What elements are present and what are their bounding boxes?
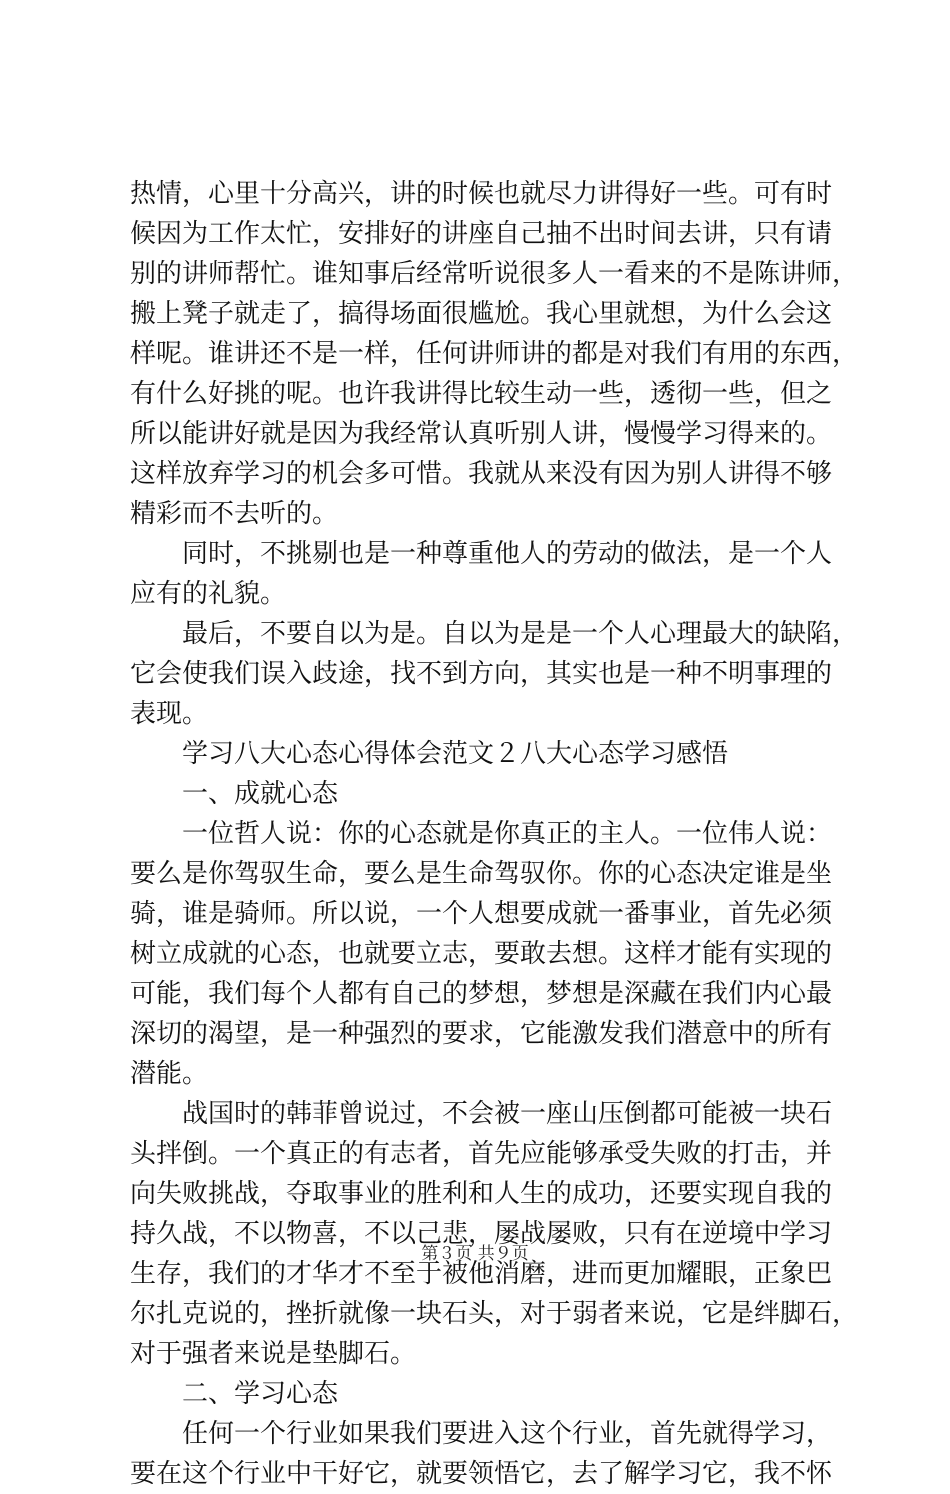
text-line: 骑，谁是骑师。所以说，一个人想要成就一番事业，首先必须 — [130, 899, 833, 929]
text-line: 树立成就的心态，也就要立志，要敢去想。这样才能有实现的 — [130, 939, 833, 969]
text-line: 对于强者来说是垫脚石。 — [130, 1339, 417, 1369]
text-line: 尔扎克说的，挫折就像一块石头，对于弱者来说，它是绊脚石， — [130, 1299, 859, 1329]
text-line: 它会使我们误入歧途，找不到方向，其实也是一种不明事理的 — [130, 659, 833, 689]
text-line: 搬上凳子就走了，搞得场面很尴尬。我心里就想，为什么会这 — [130, 299, 833, 329]
text-line: 有什么好挑的呢。也许我讲得比较生动一些，透彻一些，但之 — [130, 379, 833, 409]
section-heading: 学习八大心态心得体会范文２八大心态学习感悟 — [182, 739, 729, 769]
text-line: 最后，不要自以为是。自以为是是一个人心理最大的缺陷， — [182, 619, 859, 649]
text-line: 任何一个行业如果我们要进入这个行业，首先就得学习， — [182, 1419, 833, 1449]
text-line: 头拌倒。一个真正的有志者，首先应能够承受失败的打击，并 — [130, 1139, 833, 1169]
text-line: 战国时的韩菲曾说过，不会被一座山压倒都可能被一块石 — [182, 1099, 833, 1129]
text-line: 精彩而不去听的。 — [130, 499, 339, 529]
text-line: 一位哲人说：你的心态就是你真正的主人。一位伟人说： — [182, 819, 833, 849]
text-line: 应有的礼貌。 — [130, 579, 287, 609]
text-line: 所以能讲好就是因为我经常认真听别人讲，慢慢学习得来的。 — [130, 419, 833, 449]
text-line: 向失败挑战，夺取事业的胜利和人生的成功，还要实现自我的 — [130, 1179, 833, 1209]
text-line: 深切的渴望，是一种强烈的要求，它能激发我们潜意中的所有 — [130, 1019, 833, 1049]
text-line: 生存，我们的才华才不至于被他消磨，进而更加耀眼，正象巴 — [130, 1259, 833, 1289]
text-line: 要在这个行业中干好它，就要领悟它，去了解学习它，我不怀 — [130, 1459, 833, 1489]
document-body — [130, 174, 859, 1494]
text-line: 候因为工作太忙，安排好的讲座自己抽不出时间去讲，只有请 — [130, 219, 833, 249]
text-line: 可能，我们每个人都有自己的梦想，梦想是深藏在我们内心最 — [130, 979, 833, 1009]
text-line: 别的讲师帮忙。谁知事后经常听说很多人一看来的不是陈讲师， — [130, 259, 859, 289]
page-footer: 第３页 共９页 — [421, 1244, 529, 1264]
text-line: 要么是你驾驭生命，要么是生命驾驭你。你的心态决定谁是坐 — [130, 859, 833, 889]
text-line: 潜能。 — [130, 1059, 209, 1089]
text-line: 持久战，不以物喜，不以己悲，屡战屡败，只有在逆境中学习 — [130, 1219, 833, 1249]
text-line: 表现。 — [130, 699, 209, 729]
text-line: 样呢。谁讲还不是一样，任何讲师讲的都是对我们有用的东西， — [130, 339, 859, 369]
text-line: 这样放弃学习的机会多可惜。我就从来没有因为别人讲得不够 — [130, 459, 833, 489]
text-line: 同时，不挑剔也是一种尊重他人的劳动的做法，是一个人 — [182, 539, 833, 569]
section-heading: 一、成就心态 — [182, 779, 339, 809]
section-heading: 二、学习心态 — [182, 1379, 339, 1409]
text-line: 热情，心里十分高兴，讲的时候也就尽力讲得好一些。可有时 — [130, 179, 833, 209]
